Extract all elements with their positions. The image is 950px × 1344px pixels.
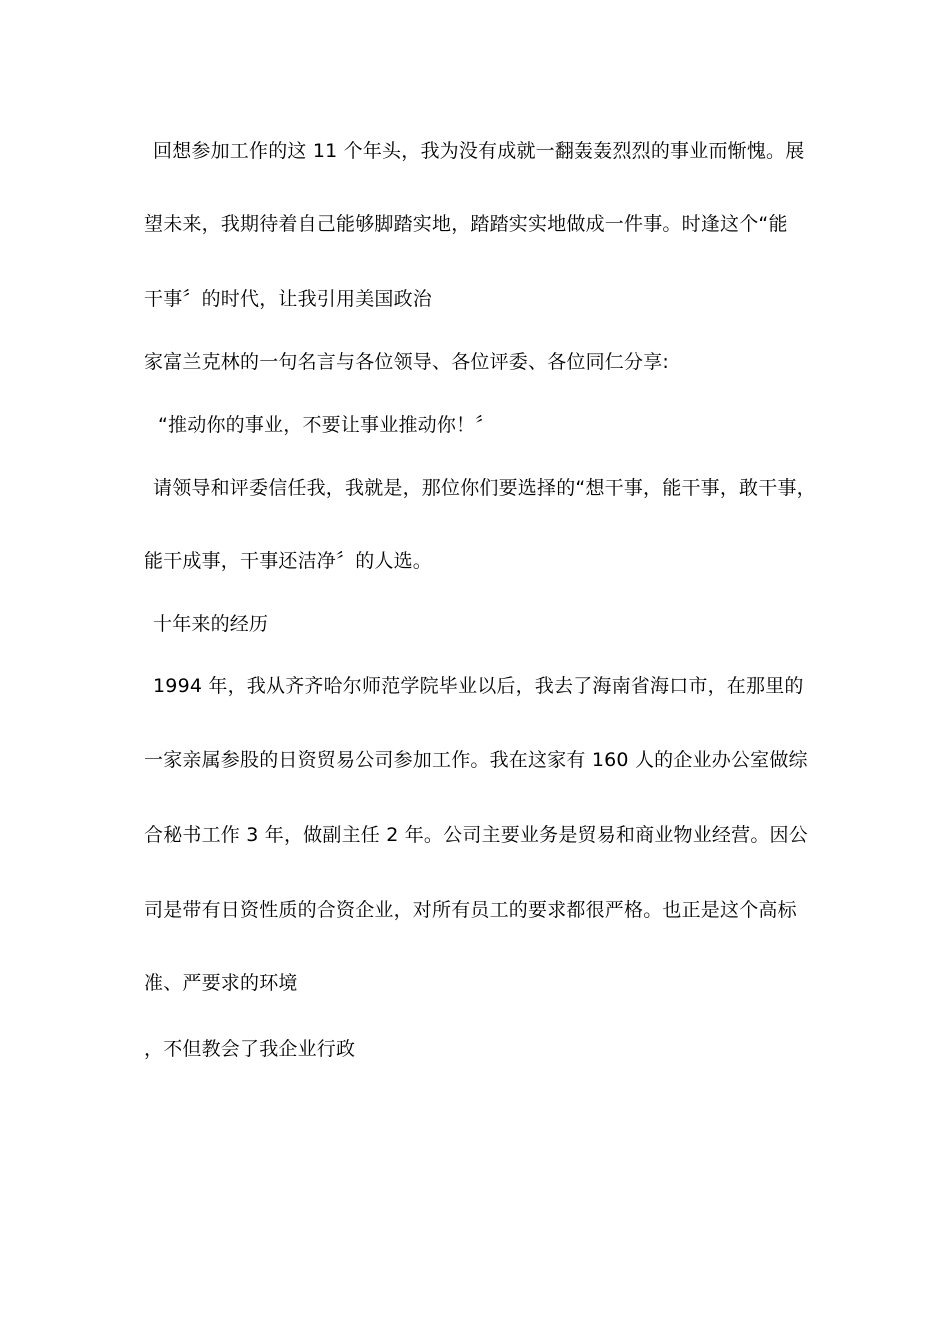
paragraph-line: 回想参加工作的这 11 个年头，我为没有成就一翻轰轰烈烈的事业而惭愧。展 [153, 140, 805, 162]
paragraph-line: 家富兰克林的一句名言与各位领导、各位评委、各位同仁分享: [144, 351, 670, 373]
paragraph-line: 一家亲属参股的日资贸易公司参加工作。我在这家有 160 人的企业办公室做综 [144, 749, 808, 771]
paragraph-line: 能干成事，干事还洁净〞的人选。 [144, 550, 433, 572]
paragraph-line: 司是带有日资性质的合资企业，对所有员工的要求都很严格。也正是这个高标 [144, 899, 797, 921]
paragraph-line: 请领导和评委信任我，我就是，那位你们要选择的“想干事，能干事，敢干事， [153, 477, 816, 499]
paragraph-line: 干事〞的时代，让我引用美国政治 [144, 288, 433, 310]
paragraph-line: 准、严要求的环境 [144, 972, 298, 994]
paragraph-line: ，不但教会了我企业行政 [144, 1038, 356, 1060]
paragraph-line: 1994 年，我从齐齐哈尔师范学院毕业以后，我去了海南省海口市，在那里的 [153, 675, 804, 697]
paragraph-line: 合秘书工作 3 年，做副主任 2 年。公司主要业务是贸易和商业物业经营。因公 [144, 824, 808, 846]
section-heading: 十年来的经历 [153, 613, 269, 635]
quote-line: “推动你的事业，不要让事业推动你！〞 [158, 414, 495, 436]
paragraph-line: 望未来，我期待着自己能够脚踏实地，踏踏实实地做成一件事。时逢这个“能 [144, 213, 788, 235]
